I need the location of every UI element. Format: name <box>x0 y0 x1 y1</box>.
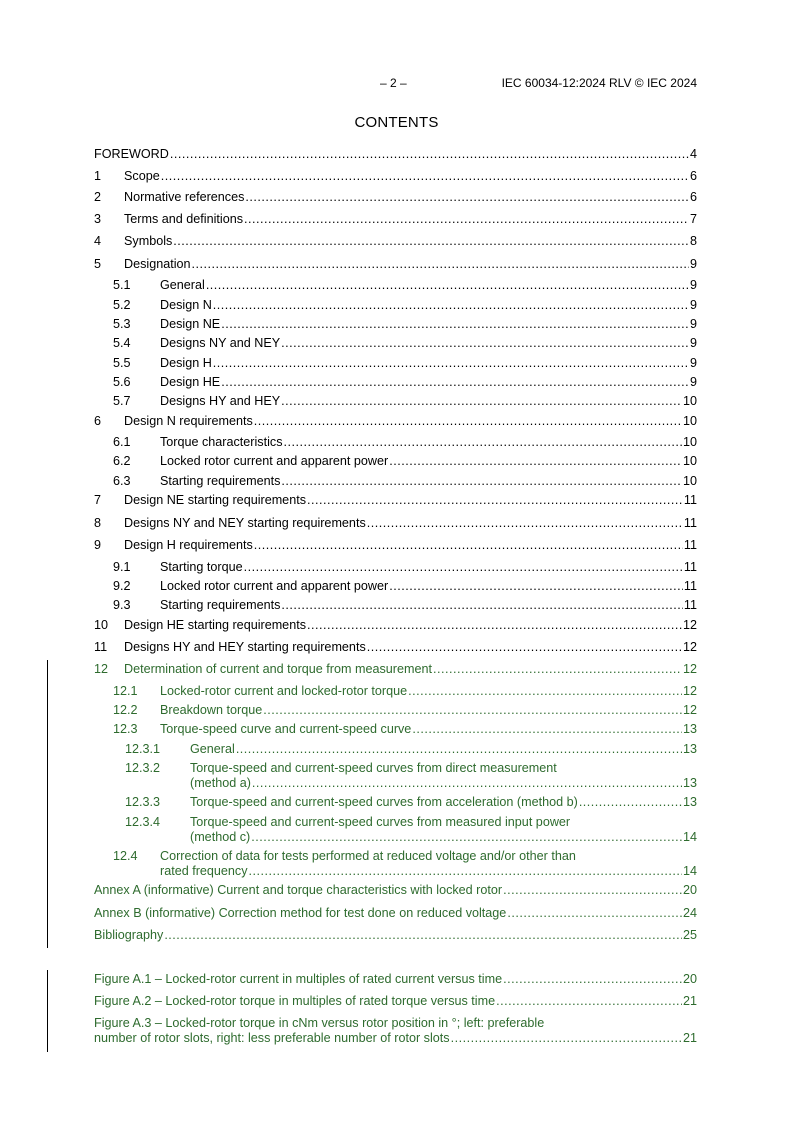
dot-leader <box>173 234 689 248</box>
toc-entry-page: 8 <box>689 234 697 248</box>
toc-entry-page: 6 <box>689 190 697 204</box>
page-number: – 2 – <box>380 76 407 90</box>
toc-entry-title: Determination of current and torque from measurement <box>124 662 432 676</box>
dot-leader <box>284 435 682 449</box>
toc-entry-number: 9.2 <box>113 579 131 593</box>
toc-entry-title: Torque-speed curve and current-speed curve <box>160 722 412 736</box>
toc-entry-page: 10 <box>682 435 697 449</box>
page-title: CONTENTS <box>354 114 439 131</box>
dot-leader <box>254 538 683 552</box>
toc-entry-page: 9 <box>689 336 697 350</box>
toc-entry-number: 6 <box>94 414 102 428</box>
toc-entry-page: 20 <box>682 972 697 986</box>
dot-leader <box>503 972 682 986</box>
toc-entry-title: General <box>160 278 205 292</box>
toc-entry-page: 10 <box>682 454 697 468</box>
toc-entry-title: Torque characteristics <box>160 435 283 449</box>
toc-entry-title: Figure A.1 – Locked-rotor current in multiples of rated current versus time <box>94 972 503 986</box>
toc-entry-page: 14 <box>682 830 697 844</box>
toc-entry-number: 2 <box>94 190 102 204</box>
toc-entry-page: 11 <box>683 598 697 612</box>
toc-entry-page: 6 <box>689 169 697 183</box>
toc-entry-page: 11 <box>683 538 697 552</box>
toc-entry-number: 5.2 <box>113 298 131 312</box>
toc-entry-title: FOREWORD <box>94 147 169 161</box>
toc-entry-title-continued: number of rotor slots, right: less preferable number of rotor slots <box>94 1031 450 1045</box>
toc-entry-page: 20 <box>682 883 697 897</box>
toc-entry-page: 7 <box>689 212 697 226</box>
toc-entry-number: 5.6 <box>113 375 131 389</box>
toc-entry-page: 11 <box>683 560 697 574</box>
dot-leader <box>412 722 682 736</box>
toc-entry-number: 5.1 <box>113 278 131 292</box>
toc-entry-title: Scope <box>124 169 160 183</box>
toc-entry-page: 9 <box>689 356 697 370</box>
toc-entry-page: 14 <box>682 864 697 878</box>
toc-entry-number: 6.1 <box>113 435 131 449</box>
dot-leader <box>213 356 689 370</box>
dot-leader <box>263 703 682 717</box>
dot-leader <box>579 795 682 809</box>
dot-leader <box>496 994 682 1008</box>
dot-leader <box>251 830 682 844</box>
toc-entry-page: 9 <box>689 257 697 271</box>
toc-entry-title: Designs HY and HEY <box>160 394 281 408</box>
toc-entry-number: 11 <box>94 640 108 654</box>
dot-leader <box>221 375 689 389</box>
dot-leader <box>389 454 682 468</box>
toc-entry-title: Torque-speed and current-speed curves from measured input power <box>190 815 571 829</box>
toc-entry-page: 10 <box>682 474 697 488</box>
dot-leader <box>503 883 682 897</box>
dot-leader <box>244 560 683 574</box>
dot-leader <box>281 474 682 488</box>
toc-entry-number: 12 <box>94 662 109 676</box>
toc-entry-title: Terms and definitions <box>124 212 244 226</box>
toc-entry-number: 12.2 <box>113 703 138 717</box>
toc-entry-title: Design H <box>160 356 212 370</box>
toc-entry-page: 11 <box>683 579 697 593</box>
toc-entry-title-continued: (method c) <box>190 830 251 844</box>
toc-entry-title: Design HE starting requirements <box>124 618 306 632</box>
dot-leader <box>389 579 683 593</box>
toc-entry-number: 3 <box>94 212 102 226</box>
dot-leader <box>307 618 682 632</box>
toc-entry-title: Designation <box>124 257 191 271</box>
toc-entry-page: 9 <box>689 278 697 292</box>
toc-entry-title: Design HE <box>160 375 221 389</box>
toc-entry-title: Starting torque <box>160 560 243 574</box>
dot-leader <box>245 190 689 204</box>
toc-entry-number: 5.3 <box>113 317 131 331</box>
toc-entry-page: 12 <box>682 640 697 654</box>
toc-entry-title: Normative references <box>124 190 245 204</box>
toc-entry-title-continued: rated frequency <box>160 864 248 878</box>
toc-entry-number: 7 <box>94 493 102 507</box>
toc-entry-page: 9 <box>689 317 697 331</box>
toc-entry-title: Torque-speed and current-speed curves from direct measurement <box>190 761 557 775</box>
dot-leader <box>367 640 682 654</box>
standard-reference: IEC 60034-12:2024 RLV © IEC 2024 <box>501 76 697 90</box>
toc-entry-title: Annex B (informative) Correction method for test done on reduced voltage <box>94 906 507 920</box>
toc-entry-number: 5 <box>94 257 102 271</box>
toc-entry-title: Annex A (informative) Current and torque characteristics with locked rotor <box>94 883 503 897</box>
toc-entry-number: 5.7 <box>113 394 131 408</box>
toc-entry-number: 9 <box>94 538 102 552</box>
toc-entry-page: 13 <box>682 722 697 736</box>
toc-entry-title: Design H requirements <box>124 538 253 552</box>
toc-entry-page: 4 <box>689 147 697 161</box>
toc-entry-number: 6.2 <box>113 454 131 468</box>
toc-entry-title: Starting requirements <box>160 474 281 488</box>
dot-leader <box>367 516 683 530</box>
toc-entry-title: General <box>190 742 235 756</box>
dot-leader <box>433 662 682 676</box>
toc-entry-title: Correction of data for tests performed at reduced voltage and/or other than <box>160 849 576 863</box>
toc-entry-title: Locked rotor current and apparent power <box>160 454 389 468</box>
toc-entry-title: Design N requirements <box>124 414 253 428</box>
toc-entry-title-continued: (method a) <box>190 776 251 790</box>
toc-entry-number: 9.1 <box>113 560 131 574</box>
dot-leader <box>249 864 682 878</box>
dot-leader <box>281 394 682 408</box>
toc-entry-title: Symbols <box>124 234 173 248</box>
toc-entry-title: Design N <box>160 298 212 312</box>
toc-entry-page: 13 <box>682 742 697 756</box>
dot-leader <box>192 257 689 271</box>
toc-entry-number: 8 <box>94 516 102 530</box>
dot-leader <box>170 147 689 161</box>
dot-leader <box>451 1031 682 1045</box>
toc-entry-title: Locked rotor current and apparent power <box>160 579 389 593</box>
toc-entry-page: 12 <box>682 618 697 632</box>
toc-entry-title: Bibliography <box>94 928 164 942</box>
dot-leader <box>213 298 689 312</box>
toc-entry-page: 24 <box>682 906 697 920</box>
toc-entry-page: 25 <box>682 928 697 942</box>
toc-entry-number: 12.3.4 <box>125 815 161 829</box>
toc-entry-title: Starting requirements <box>160 598 281 612</box>
dot-leader <box>408 684 682 698</box>
toc-entry-title: Designs NY and NEY starting requirements <box>124 516 366 530</box>
dot-leader <box>254 414 682 428</box>
toc-entry-title: Figure A.3 – Locked-rotor torque in cNm versus rotor position in °; left: preferable <box>94 1016 545 1030</box>
toc-entry-page: 21 <box>682 1031 697 1045</box>
toc-entry-number: 4 <box>94 234 102 248</box>
dot-leader <box>281 598 683 612</box>
toc-entry-number: 12.1 <box>113 684 138 698</box>
toc-entry-number: 1 <box>94 169 102 183</box>
toc-entry-page: 12 <box>682 703 697 717</box>
toc-entry-page: 13 <box>682 795 697 809</box>
toc-entry-title: Design NE <box>160 317 221 331</box>
dot-leader <box>307 493 683 507</box>
toc-entry-page: 12 <box>682 662 697 676</box>
dot-leader <box>164 928 682 942</box>
dot-leader <box>161 169 689 183</box>
toc-entry-title: Design NE starting requirements <box>124 493 306 507</box>
toc-entry-number: 5.5 <box>113 356 131 370</box>
dot-leader <box>236 742 682 756</box>
toc-entry-page: 21 <box>682 994 697 1008</box>
toc-entry-page: 10 <box>682 414 697 428</box>
toc-entry-number: 12.3 <box>113 722 138 736</box>
dot-leader <box>507 906 682 920</box>
dot-leader <box>244 212 689 226</box>
toc-entry-page: 9 <box>689 298 697 312</box>
toc-entry-number: 6.3 <box>113 474 131 488</box>
toc-entry-number: 12.3.2 <box>125 761 161 775</box>
toc-entry-title: Designs HY and HEY starting requirements <box>124 640 366 654</box>
toc-entry-title: Locked-rotor current and locked-rotor torque <box>160 684 408 698</box>
toc-entry-title: Breakdown torque <box>160 703 263 717</box>
dot-leader <box>281 336 689 350</box>
toc-entry-number: 10 <box>94 618 109 632</box>
toc-entry-number: 12.3.3 <box>125 795 161 809</box>
toc-entry-page: 11 <box>683 516 697 530</box>
toc-entry-number: 12.3.1 <box>125 742 161 756</box>
toc-entry-number: 5.4 <box>113 336 131 350</box>
toc-entry-title: Designs NY and NEY <box>160 336 281 350</box>
toc-entry-number: 9.3 <box>113 598 131 612</box>
toc-entry-page: 12 <box>682 684 697 698</box>
toc-entry-title: Figure A.2 – Locked-rotor torque in multiples of rated torque versus time <box>94 994 496 1008</box>
toc-entry-number: 12.4 <box>113 849 138 863</box>
toc-entry-page: 13 <box>682 776 697 790</box>
dot-leader <box>252 776 682 790</box>
toc-entry-page: 11 <box>683 493 697 507</box>
dot-leader <box>206 278 689 292</box>
toc-entry-page: 10 <box>682 394 697 408</box>
toc-entry-page: 9 <box>689 375 697 389</box>
toc-entry-title: Torque-speed and current-speed curves from acceleration (method b) <box>190 795 578 809</box>
dot-leader <box>221 317 689 331</box>
